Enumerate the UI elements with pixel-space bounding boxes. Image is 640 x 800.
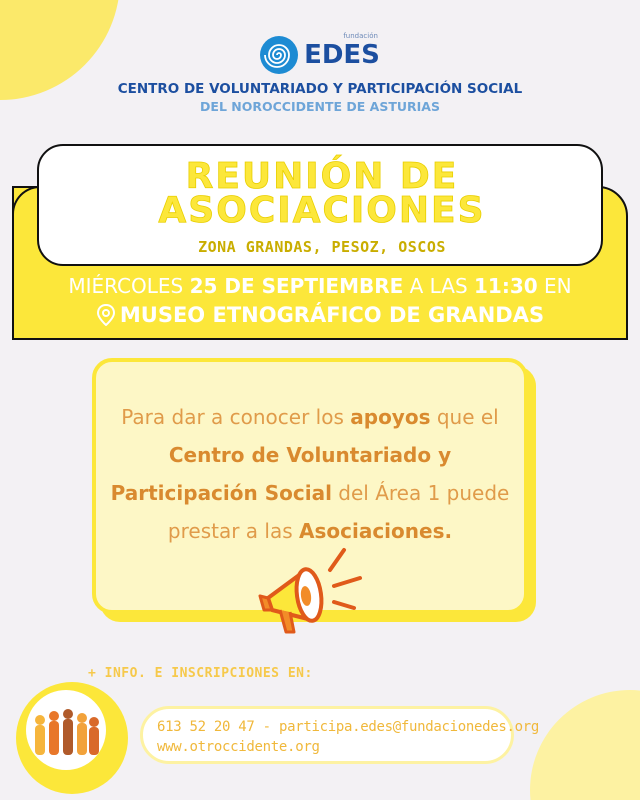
info-text-part-2: que el [430, 405, 499, 429]
event-zone: ZONA GRANDAS, PESOZ, OSCOS [198, 238, 446, 256]
time-suffix: EN [537, 274, 572, 298]
location-pin-icon [96, 304, 116, 326]
event-date: 25 DE SEPTIEMBRE [189, 274, 404, 298]
contact-box [140, 706, 540, 764]
event-time: 11:30 [474, 274, 538, 298]
event-title-line-2: ASOCIACIONES [158, 190, 486, 231]
spiral-logo-icon [260, 36, 298, 74]
info-highlight-apoyos: apoyos [350, 405, 431, 429]
info-highlight-centro: Centro de Voluntariado y Participación Social [110, 443, 452, 505]
organization-name: CENTRO DE VOLUNTARIADO Y PARTICIPACIÓN SOCIAL [117, 81, 523, 97]
date-prefix: MIÉRCOLES [68, 274, 190, 298]
logo-wordmark: EDES [304, 40, 380, 70]
info-description [96, 398, 524, 550]
event-place-line [12, 303, 628, 327]
people-group-icon [26, 690, 106, 770]
event-place: MUSEO ETNOGRÁFICO DE GRANDAS [119, 303, 545, 327]
email-link[interactable]: participa.edes@fundacionedes.org [278, 719, 540, 735]
megaphone-icon [246, 540, 376, 644]
decorative-circle-bottom-right [530, 690, 640, 800]
contact-separator: - [254, 719, 279, 735]
edes-logo [0, 32, 640, 74]
contact-line-1 [157, 719, 539, 735]
time-prefix: A LAS [403, 274, 475, 298]
logo-small-text: fundación [343, 32, 378, 40]
info-text-part-3: del Área 1 puede prestar a las [167, 481, 510, 543]
organization-subtitle: DEL NOROCCIDENTE DE ASTURIAS [200, 99, 440, 114]
title-card [37, 144, 603, 266]
more-info-label: + INFO. E INSCRIPCIONES EN: [88, 666, 313, 681]
info-highlight-asociaciones: Asociaciones. [299, 519, 453, 543]
website-link[interactable]: www.otroccidente.org [157, 739, 320, 755]
info-text-part-1: Para dar a conocer los [121, 405, 351, 429]
phone-number[interactable]: 613 52 20 47 [157, 719, 255, 735]
event-title-line-1: REUNIÓN DE [185, 156, 459, 197]
event-date-line [12, 274, 628, 298]
